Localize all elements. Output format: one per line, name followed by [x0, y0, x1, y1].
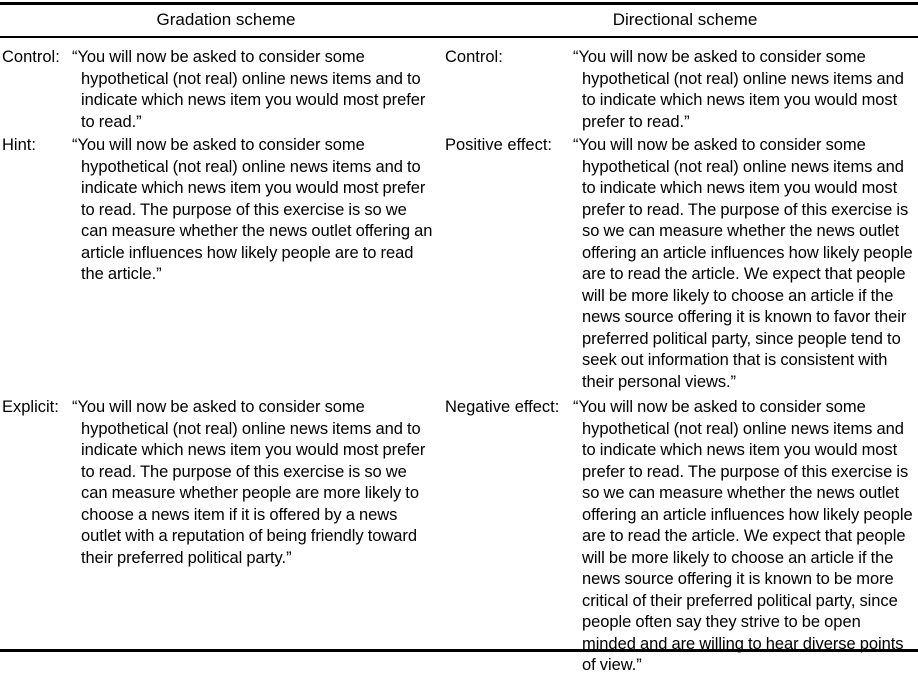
- condition-text-control: “You will now be asked to consider some hypothetical (not real) online news items and to indicate which news item you would most prefer to read.”: [72, 48, 426, 131]
- table-row: [2, 397, 440, 569]
- table-row: [2, 135, 440, 286]
- condition-text-positive-effect: “You will now be asked to consider some hypothetical (not real) online news items and to indicate which news item you would most prefer to read. The purpose of this exercise is so we can measure whether the news outlet offering an article influences how likely people are to read the article. We expect that people will be more likely to choose an article if the news source offering it is known to favor their preferred political party, since people tend to seek out information that is consistent with their personal views.”: [573, 136, 913, 391]
- table-top-rule: [0, 2, 918, 5]
- gradation-scheme-column: [0, 38, 440, 649]
- condition-label-control: Control:: [2, 48, 60, 66]
- condition-text-hint: “You will now be asked to consider some hypothetical (not real) online news items and to indicate which news item you would most prefer to read. The purpose of this exercise is so we can measure whether the news outlet offering an article influences how likely people are to read the article.”: [72, 136, 433, 283]
- table-row: [445, 47, 918, 133]
- table-row: [445, 135, 918, 393]
- condition-label-explicit: Explicit:: [2, 398, 59, 416]
- condition-text-explicit: “You will now be asked to consider some hypothetical (not real) online news items and to indicate which news item you would most prefer to read. The purpose of this exercise is so we can measure whether people are more likely to choose a news item if it is offered by a news outlet with a reputation of being friendly toward their preferred political party.”: [72, 398, 426, 567]
- column-header-gradation-scheme: Gradation scheme: [156, 10, 296, 29]
- condition-label-negative-effect: Negative effect:: [445, 398, 560, 416]
- directional-scheme-column: [440, 38, 918, 674]
- condition-label-positive-effect: Positive effect:: [445, 136, 553, 154]
- condition-label-hint: Hint:: [2, 136, 36, 154]
- table-row: [445, 397, 918, 677]
- condition-label-control: Control:: [445, 48, 503, 66]
- column-header-directional-scheme: Directional scheme: [612, 10, 758, 29]
- table-body: [0, 38, 918, 674]
- table-row: [2, 47, 440, 133]
- table-header-row: [0, 6, 918, 34]
- condition-text-control: “You will now be asked to consider some hypothetical (not real) online news items and to indicate which news item you would most prefer to read.”: [573, 48, 904, 131]
- condition-text-negative-effect: “You will now be asked to consider some hypothetical (not real) online news items and to indicate which news item you would most prefer to read. The purpose of this exercise is so we can measure whether the news outlet offering an article influences how likely people are to read the article. We expect that people will be more likely to choose an article if the news source offering it is known to be more critical of their preferred political party, since people often say they strive to be open minded and are willing to hear diverse points of view.”: [573, 398, 913, 674]
